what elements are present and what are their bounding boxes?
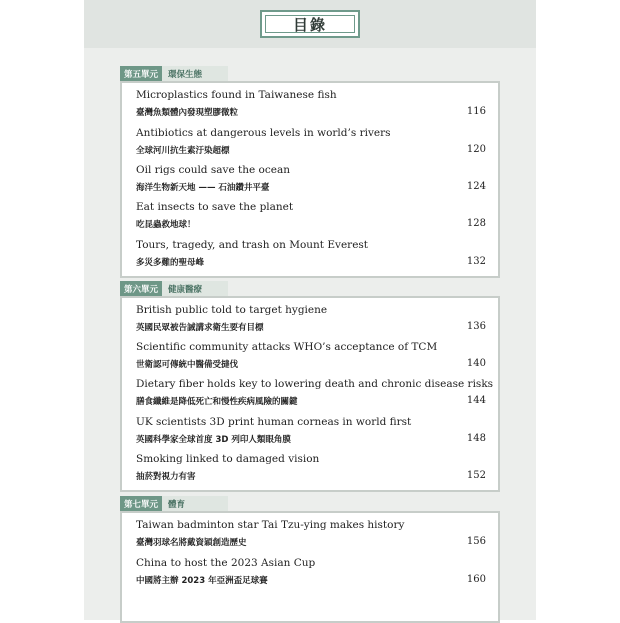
entry-chinese-title: 英國民眾被告誡講求衛生要有目標: [136, 323, 264, 333]
entry-english-title: Oil rigs could save the ocean: [136, 164, 290, 176]
unit-entries-box: [120, 296, 500, 492]
toc-entry[interactable]: [136, 453, 486, 482]
toc-entry[interactable]: [136, 239, 486, 268]
entry-page-number: 144: [466, 395, 486, 406]
toc-entry[interactable]: [136, 304, 486, 333]
entry-english-title: British public told to target hygiene: [136, 304, 328, 316]
entry-page-number: 116: [466, 106, 486, 117]
toc-page: [84, 0, 536, 620]
entry-chinese-title: 臺灣魚類體內發現塑膠微粒: [136, 108, 239, 118]
entry-english-title: Dietary fiber holds key to lowering death and chronic disease risks: [136, 378, 494, 390]
entry-page-number: 124: [466, 181, 486, 192]
entry-page-number: 136: [466, 321, 486, 332]
entry-english-title: Antibiotics at dangerous levels in world’s rivers: [136, 127, 391, 139]
toc-entry[interactable]: [136, 416, 486, 445]
toc-entry[interactable]: [136, 89, 486, 118]
unit-tab: [120, 496, 228, 512]
entry-english-title: UK scientists 3D print human corneas in world first: [136, 416, 412, 428]
entry-english-title: China to host the 2023 Asian Cup: [136, 557, 316, 569]
toc-entry[interactable]: [136, 127, 486, 156]
unit-number: 第七單元: [120, 496, 162, 512]
unit-number: 第五單元: [120, 66, 162, 82]
unit-tab: [120, 66, 228, 82]
unit-name: 體育: [162, 496, 228, 512]
toc-entry[interactable]: [136, 378, 494, 407]
toc-entry[interactable]: [136, 164, 486, 193]
unit-tab: [120, 281, 228, 297]
entry-chinese-title: 多災多難的聖母峰: [136, 258, 205, 268]
unit-number: 第六單元: [120, 281, 162, 297]
unit-entries-box: [120, 511, 500, 623]
entry-page-number: 148: [466, 433, 486, 444]
entry-page-number: 128: [466, 218, 486, 229]
entry-english-title: Tours, tragedy, and trash on Mount Everest: [136, 239, 369, 251]
unit-entries-box: [120, 81, 500, 278]
toc-title-box: [260, 10, 360, 38]
toc-title: 目錄: [292, 15, 327, 34]
unit-name: 健康醫療: [162, 281, 228, 297]
toc-entry[interactable]: [136, 201, 486, 230]
entry-chinese-title: 抽菸對視力有害: [136, 472, 196, 482]
entry-chinese-title: 臺灣羽球名將戴資穎創造歷史: [136, 538, 247, 548]
entry-chinese-title: 世衛認可傳統中醫備受撻伐: [136, 360, 239, 370]
entry-chinese-title: 中國將主辦 2023 年亞洲盃足球賽: [136, 576, 268, 586]
toc-entry[interactable]: [136, 341, 486, 370]
entry-page-number: 140: [466, 358, 486, 369]
entry-chinese-title: 海洋生物新天地 —— 石油鑽井平臺: [136, 183, 270, 193]
entry-english-title: Smoking linked to damaged vision: [136, 453, 320, 465]
unit-name: 環保生態: [162, 66, 228, 82]
entry-english-title: Scientific community attacks WHO’s acceptance of TCM: [136, 341, 438, 353]
entry-chinese-title: 吃昆蟲救地球！: [136, 220, 196, 230]
entry-chinese-title: 全球河川抗生素汙染超標: [136, 146, 230, 156]
entry-english-title: Taiwan badminton star Tai Tzu-ying makes history: [136, 519, 405, 531]
entry-english-title: Microplastics found in Taiwanese fish: [136, 89, 337, 101]
entry-page-number: 160: [466, 574, 486, 585]
entry-page-number: 120: [466, 144, 486, 155]
entry-english-title: Eat insects to save the planet: [136, 201, 294, 213]
entry-page-number: 156: [466, 536, 486, 547]
entry-chinese-title: 膳食纖維是降低死亡和慢性疾病風險的關鍵: [136, 397, 298, 407]
entry-page-number: 132: [466, 256, 486, 267]
toc-entry[interactable]: [136, 557, 486, 586]
toc-entry[interactable]: [136, 519, 486, 548]
entry-page-number: 152: [466, 470, 486, 481]
entry-chinese-title: 英國科學家全球首度 3D 列印人類眼角膜: [136, 435, 291, 445]
